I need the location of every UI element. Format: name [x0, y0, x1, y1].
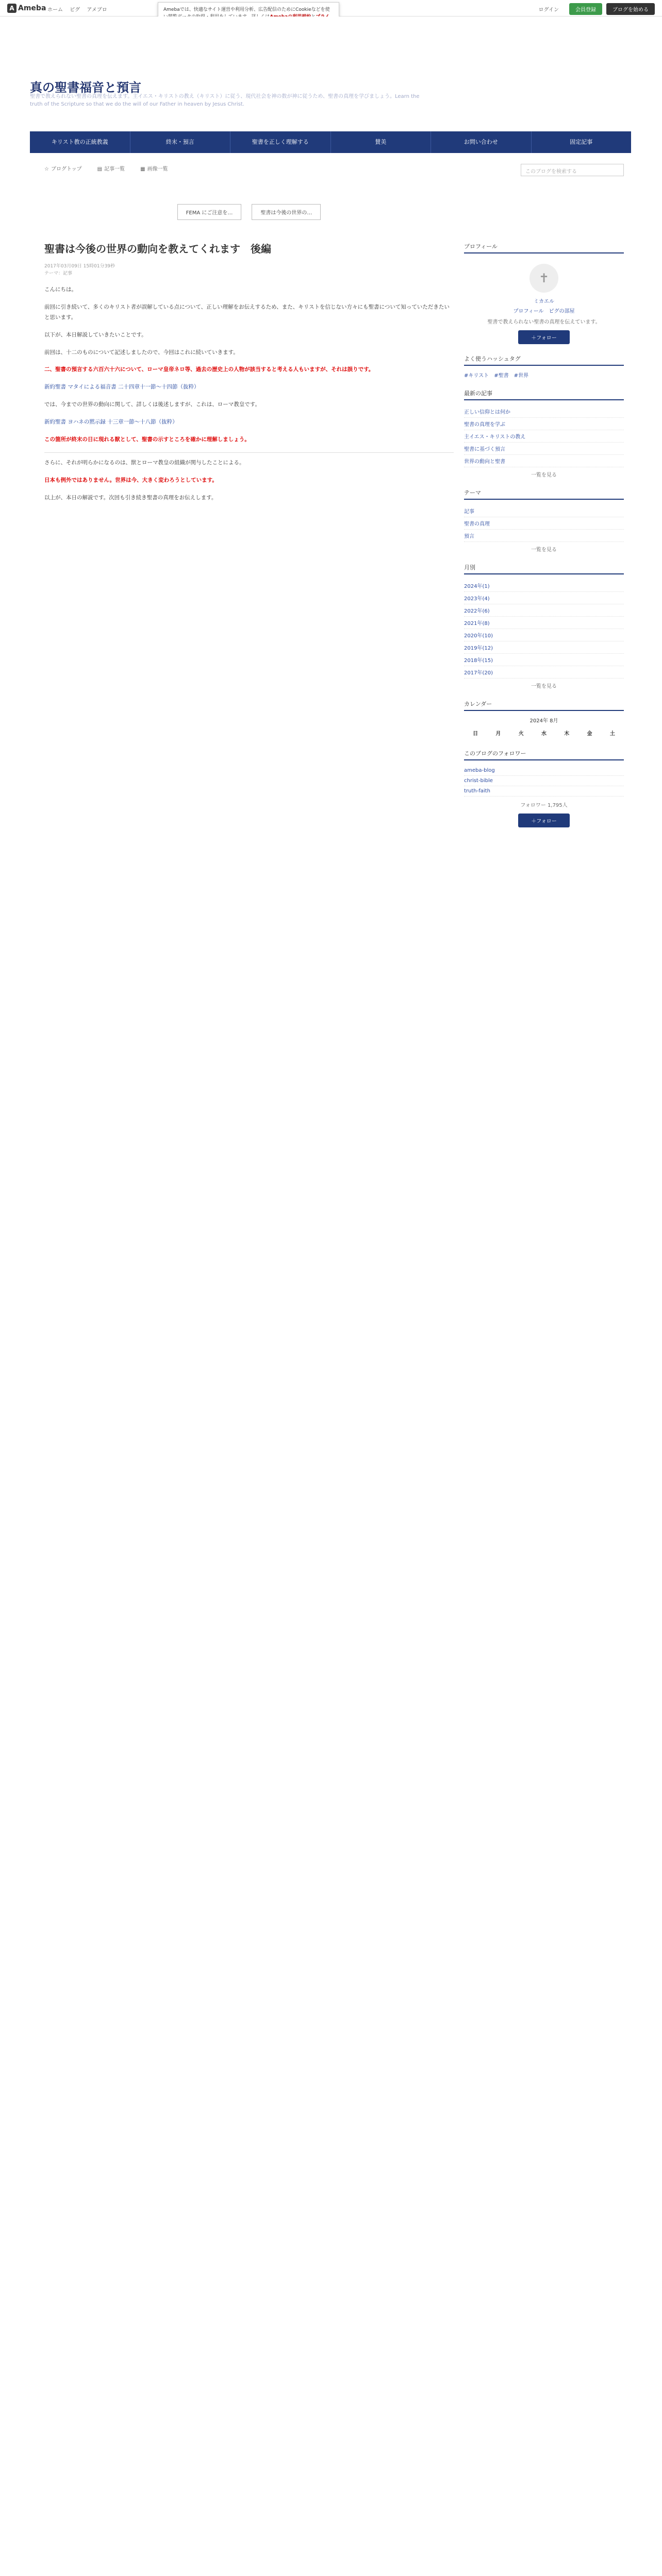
- hashtag[interactable]: #キリスト: [464, 373, 489, 379]
- ameba-icon: A: [7, 4, 16, 13]
- main-content: [44, 157, 454, 511]
- themes-more-link[interactable]: 一覧を見る: [531, 547, 557, 553]
- follower-count: フォロワー 1,795人: [520, 803, 568, 808]
- archive-more-link[interactable]: 一覧を見る: [531, 684, 557, 689]
- register-button[interactable]: 会員登録: [569, 3, 602, 15]
- weekday: 木: [564, 731, 570, 737]
- image-icon: ▦: [140, 166, 145, 172]
- paragraph: 前回に引き続いて、多くのキリスト者が誤解している点について、正しい理解をお伝えするため、また、キリストを信じない方々にも聖書について知っていただきたいと思います。: [44, 303, 450, 320]
- paragraph: 以上が、本日の解説です。次回も引き続き聖書の真理をお伝えします。: [44, 495, 217, 501]
- global-nav: [30, 131, 631, 153]
- follower-item[interactable]: christ-bible: [464, 776, 624, 786]
- gnav-item[interactable]: 固定記事: [570, 139, 593, 145]
- archive-item[interactable]: 2023年(4): [464, 592, 624, 604]
- theme-item[interactable]: 記事: [464, 505, 624, 517]
- pig-room-link[interactable]: ピグの部屋: [549, 309, 575, 314]
- paragraph: 以下が、本日解説していきたいことです。: [44, 331, 147, 338]
- paragraph: 前回は、十二のものについて記述しましたので、今回はこれに続いていきます。: [44, 349, 239, 355]
- calendar-month: 2024年 8月: [529, 718, 558, 724]
- theme-list: [464, 505, 624, 542]
- weekday: 水: [541, 731, 547, 737]
- blog-tabs: [44, 157, 454, 179]
- post-date: 2017年03月09日 15時01分39秒: [44, 264, 115, 269]
- post-title: 聖書は今後の世界の動向を教えてくれます 後編: [44, 243, 271, 255]
- tab-label: 画像一覧: [147, 166, 168, 172]
- start-blog-button[interactable]: ブログを始める: [606, 3, 655, 15]
- avatar[interactable]: ✝: [529, 264, 558, 293]
- blog-description: 聖書で教えられない聖書の真理を伝えます。主イエス・キリストの教え（キリスト）に従う、現代社会を神の数が神に従うため、聖書の真理を学びましょう。Learn the truth of the Scripture so that we do the will of our Father in heaven by Jesus Christ.: [30, 94, 420, 107]
- profile-desc: 聖書で教えられない聖書の真理を伝えています。: [487, 319, 601, 325]
- profile-card: [464, 259, 624, 354]
- gnav-item[interactable]: 賛美: [331, 131, 432, 153]
- recent-item[interactable]: 正しい信仰とは何か: [464, 405, 624, 418]
- gnav-item[interactable]: 聖書を正しく理解する: [230, 131, 331, 153]
- weekday: 日: [473, 731, 478, 737]
- profile-link[interactable]: プロフィール: [513, 309, 544, 314]
- prev-entry-button[interactable]: FEMA にご注意を…: [177, 204, 242, 220]
- recent-item[interactable]: 世界の動向と聖書: [464, 455, 624, 467]
- theme-item[interactable]: 聖書の真理: [464, 517, 624, 530]
- tab-blog-top[interactable]: [44, 164, 82, 172]
- weekday: 月: [495, 731, 501, 737]
- top-nav-home[interactable]: ホーム: [47, 7, 63, 13]
- archive-item[interactable]: 2018年(15): [464, 654, 624, 666]
- archive-item[interactable]: 2024年(1): [464, 580, 624, 592]
- recent-heading: 最新の記事: [464, 389, 624, 400]
- entry-nav: [44, 204, 454, 220]
- paragraph: こんにちは。: [44, 286, 77, 293]
- follow-button-bottom[interactable]: ＋フォロー: [518, 814, 570, 827]
- hashtag[interactable]: #聖書: [494, 373, 509, 379]
- follower-item[interactable]: truth-faith: [464, 786, 624, 796]
- gnav-item[interactable]: キリスト教の正統教義: [30, 131, 130, 153]
- archive-list: [464, 580, 624, 679]
- next-entry-button[interactable]: 聖書は今後の世界の…: [252, 204, 321, 220]
- list-icon: ▤: [97, 166, 103, 172]
- followers-heading: このブログのフォロワー: [464, 749, 624, 760]
- follower-list: [464, 766, 624, 796]
- calendar-heading: カレンダー: [464, 700, 624, 711]
- archive-heading: 月別: [464, 563, 624, 574]
- post-body: [44, 285, 454, 503]
- cookie-text: Amebaでは、快適なサイト運営や利用分析、広告配信のためにCookieなどを使: [163, 7, 330, 12]
- weekday: 火: [518, 731, 524, 737]
- top-nav-pig[interactable]: ピグ: [70, 7, 80, 13]
- tab-label: 記事一覧: [104, 166, 125, 172]
- post-meta: [44, 263, 454, 278]
- follow-button[interactable]: ＋フォロー: [518, 330, 570, 344]
- follower-item[interactable]: ameba-blog: [464, 766, 624, 776]
- archive-item[interactable]: 2022年(6): [464, 604, 624, 617]
- search-input[interactable]: このブログを検索する: [521, 164, 624, 176]
- paragraph: では、今までの世界の動向に関して、詳しくは後述しますが、これは、ローマ教皇です。: [44, 401, 260, 408]
- paragraph: さらに、それが明らかになるのは、獣とローマ教皇の組織が関与したことによる。: [44, 460, 245, 466]
- paragraph-highlight: 日本も例外ではありません。世界は今、大きく変わろうとしています。: [44, 477, 218, 484]
- post-theme[interactable]: テーマ：記事: [44, 271, 73, 277]
- profile-heading: プロフィール: [464, 242, 624, 253]
- archive-item[interactable]: 2020年(10): [464, 629, 624, 641]
- recent-item[interactable]: 聖書に基づく預言: [464, 443, 624, 455]
- star-icon: ☆: [44, 166, 49, 172]
- tab-label: ブログトップ: [51, 166, 82, 172]
- themes-heading: テーマ: [464, 488, 624, 500]
- calendar: [464, 727, 624, 739]
- ameba-logo[interactable]: A Ameba: [7, 4, 46, 13]
- divider: [44, 452, 454, 453]
- top-nav-ameblo[interactable]: アメブロ: [87, 7, 107, 13]
- top-nav: [47, 5, 112, 13]
- recent-more-link[interactable]: 一覧を見る: [531, 472, 557, 478]
- archive-item[interactable]: 2021年(8): [464, 617, 624, 629]
- sidebar: [464, 242, 624, 833]
- scripture-ref: 新約聖書 ヨハネの黙示録 十三章一節～十八節（抜粋）: [44, 419, 178, 426]
- gnav-item[interactable]: お問い合わせ: [431, 131, 532, 153]
- gnav-item[interactable]: 終末・預言: [130, 131, 231, 153]
- weekday: 土: [609, 731, 615, 737]
- login-button[interactable]: ログイン: [538, 7, 559, 13]
- tags-heading: よく使うハッシュタグ: [464, 354, 624, 366]
- hashtag[interactable]: #世界: [514, 373, 528, 379]
- recent-item[interactable]: 聖書の真理を学ぶ: [464, 418, 624, 430]
- theme-item[interactable]: 預言: [464, 530, 624, 542]
- recent-list: [464, 405, 624, 467]
- archive-item[interactable]: 2017年(20): [464, 666, 624, 679]
- recent-item[interactable]: 主イエス・キリストの教え: [464, 430, 624, 443]
- profile-name[interactable]: ミカエル: [534, 299, 554, 304]
- tab-entry-list[interactable]: [97, 164, 125, 172]
- paragraph-highlight: この箇所が終末の日に現れる獣として、聖書の示すところを確かに理解しましょう。: [44, 436, 250, 443]
- blog-header: [0, 16, 662, 125]
- blog-title[interactable]: 真の聖書福音と預言: [30, 80, 141, 95]
- scripture-ref: 新約聖書 マタイによる福音書 二十四章十一節～十四節（抜粋）: [44, 384, 200, 391]
- paragraph-highlight: 二、聖書の預言する六百六十六について、ローマ皇帝ネロ等、過去の歴史上の人物が該当すると考える人もいますが、それは誤りです。: [44, 366, 374, 373]
- tab-image-list[interactable]: [140, 164, 168, 172]
- weekday: 金: [587, 731, 592, 737]
- archive-item[interactable]: 2019年(12): [464, 641, 624, 654]
